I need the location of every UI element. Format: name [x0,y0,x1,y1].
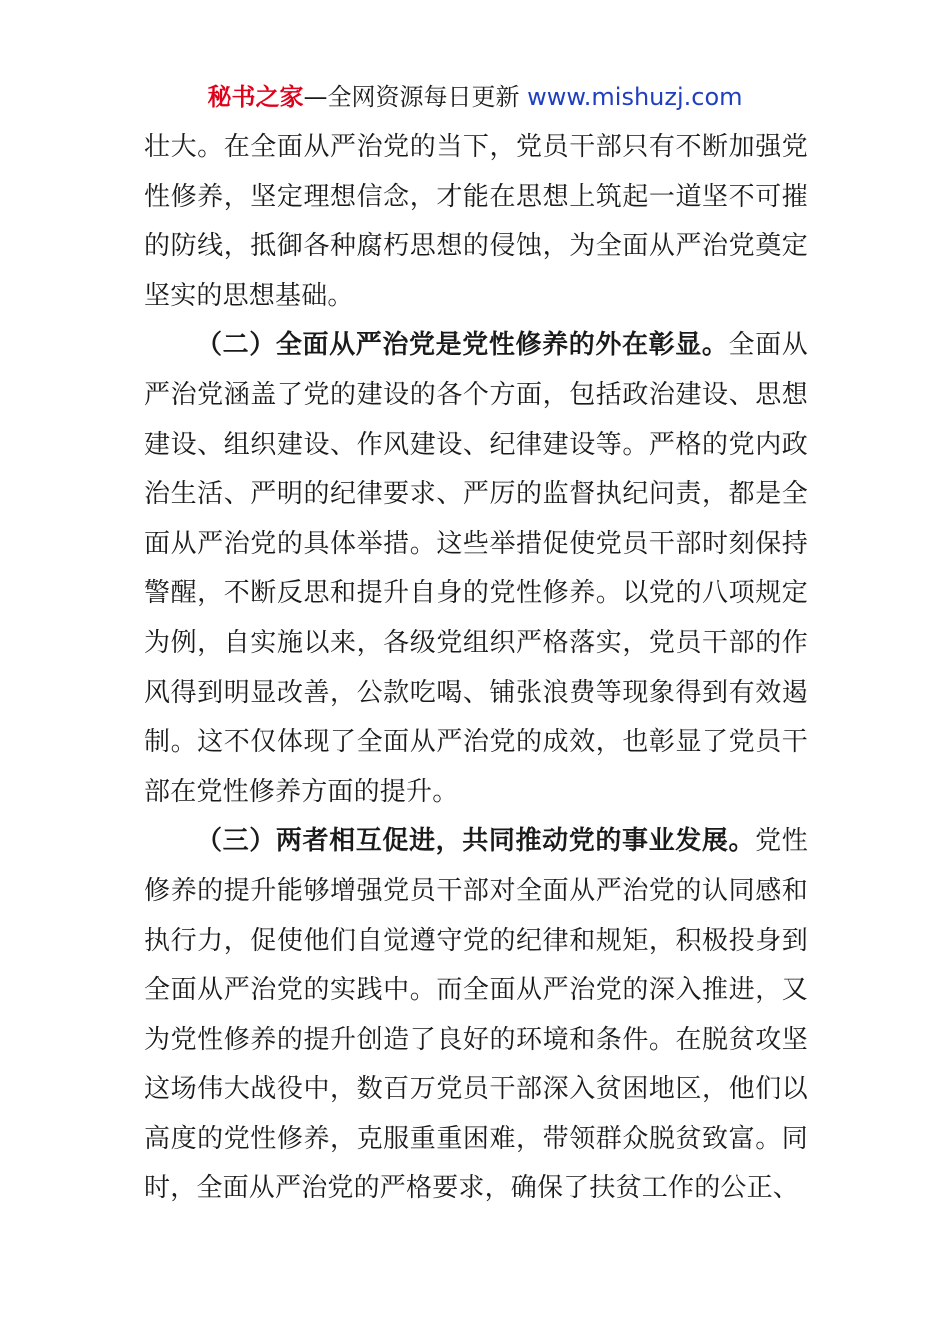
paragraph-continued [144,123,808,321]
paragraph-text: 党性修养的提升能够增强党员干部对全面从严治党的认同感和执行力，促使他们自觉遵守党的纪律和规矩，积极投身到全面从严治党的实践中。而全面从严治党的深入推进，又为党性修养的提升创造了良好的环境和条件。在脱贫攻坚这场伟大战役中，数百万党员干部深入贫困地区，他们以高度的党性修养，克服重重困难，带领群众脱贫致富。同时，全面从严治党的严格要求，确保了扶贫工作的公正、 [144,826,808,1204]
section-heading: （二）全面从严治党是党性修养的外在彰显。 [196,330,729,361]
paragraph-text: 壮大。在全面从严治党的当下，党员干部只有不断加强党性修养，坚定理想信念，才能在思想上筑起一道坚不可摧的防线，抵御各种腐朽思想的侵蚀，为全面从严治党奠定坚实的思想基础。 [144,132,808,311]
site-url: www.mishuzj.com [527,83,743,111]
site-tagline: —全网资源每日更新 [303,83,520,111]
paragraph-section-two [144,321,808,817]
page-header [0,82,950,112]
section-heading: （三）两者相互促进，共同推动党的事业发展。 [196,826,756,857]
document-body [144,123,808,1214]
paragraph-text: 全面从严治党涵盖了党的建设的各个方面，包括政治建设、思想建设、组织建设、作风建设、纪律建设等。严格的党内政治生活、严明的纪律要求、严厉的监督执纪问责，都是全面从严治党的具体举措。这些举措促使党员干部时刻保持警醒，不断反思和提升自身的党性修养。以党的八项规定为例，自实施以来，各级党组织严格落实，党员干部的作风得到明显改善，公款吃喝、铺张浪费等现象得到有效遏制。这不仅体现了全面从严治党的成效，也彰显了党员干部在党性修养方面的提升。 [144,330,808,807]
paragraph-section-three [144,817,808,1214]
site-brand: 秘书之家 [207,83,304,111]
